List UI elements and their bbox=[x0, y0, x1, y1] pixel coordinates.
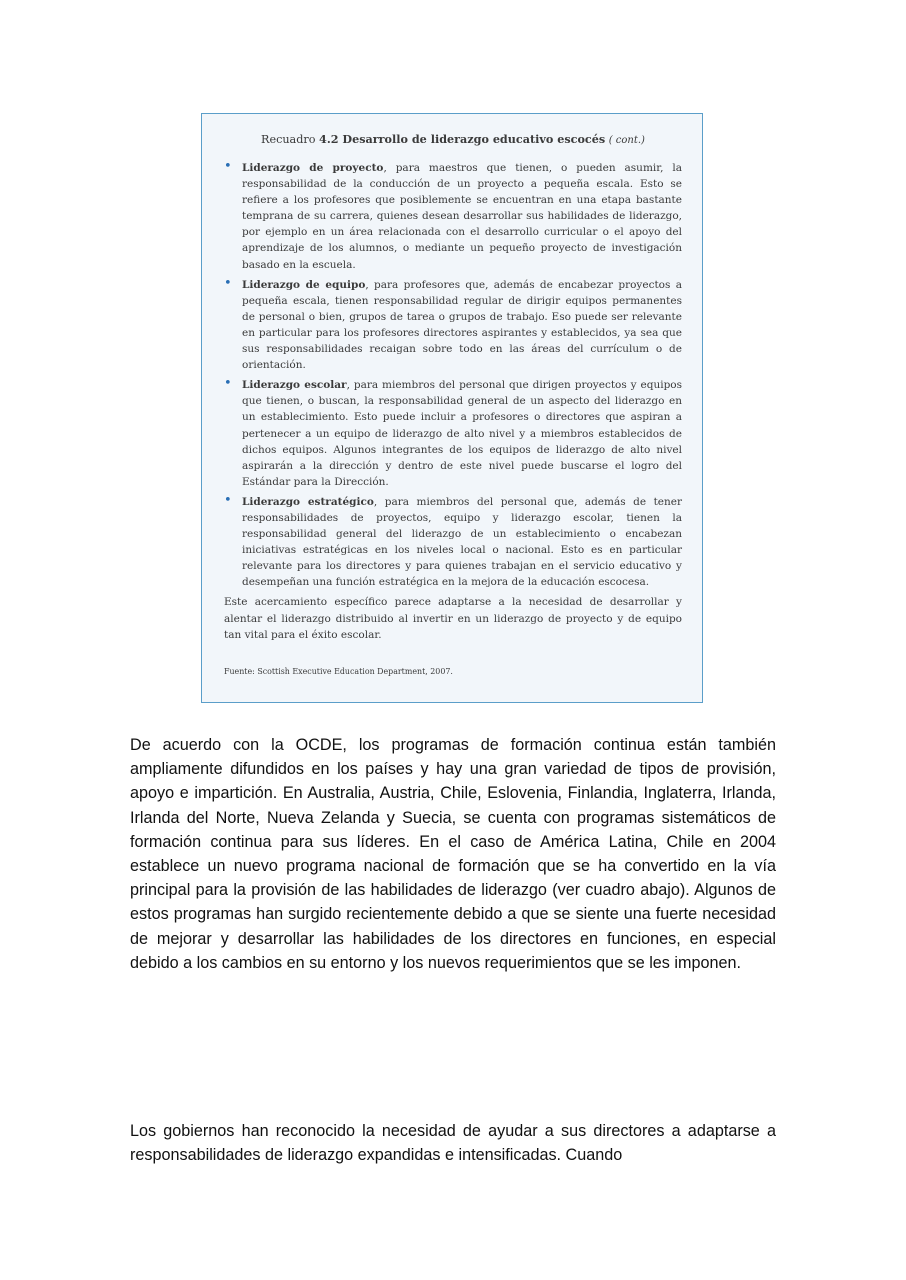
item-keyword: Liderazgo de equipo bbox=[242, 278, 366, 291]
box-title-main: 4.2 Desarrollo de liderazgo educativo escocés bbox=[319, 132, 606, 146]
leadership-box bbox=[201, 113, 703, 703]
list-item bbox=[224, 277, 682, 374]
box-closing-text: Este acercamiento específico parece adaptarse a la necesidad de desarrollar y alentar el liderazgo distribuido al invertir en un liderazgo de proyecto y de equipo tan vital para el éxito escolar. bbox=[224, 596, 682, 641]
body-paragraph-2: Los gobiernos han reconocido la necesidad de ayudar a sus directores a adaptarse a responsabilidades de liderazgo expandidas e intensificadas. Cuando bbox=[130, 1122, 776, 1165]
item-text: , para miembros del personal que, además de tener responsabilidades de proyectos, equipo y liderazgo escolar, tienen la responsabilidad general del liderazgo de un establecimiento o encabezan iniciativas estratégicas en los niveles local o nacional. Esto es en particular relevante para los directores y para quienes trabajan en el servicio educativo y desempeñan una función estratégica en la mejora de la educación escocesa. bbox=[242, 495, 682, 589]
box-source: Fuente: Scottish Executive Education Department, 2007. bbox=[224, 666, 453, 676]
bullet-icon: • bbox=[224, 376, 232, 392]
list-item bbox=[224, 160, 682, 273]
item-text: , para miembros del personal que dirigen proyectos y equipos que tienen, o buscan, la responsabilidad general de un aspecto del liderazgo en un establecimiento. Esto puede incluir a profesores o directores que aspiran a pertenecer a un equipo de liderazgo de alto nivel y a miembros establecidos de dichos equipos. Algunos integrantes de los equipos de liderazgo de alto nivel aspirarán a la dirección y dentro de este nivel puede buscarse el logro del Estándar para la Dirección. bbox=[242, 379, 682, 488]
item-text: , para profesores que, además de encabezar proyectos a pequeña escala, tienen responsabilidad regular de dirigir equipos permanentes de personal o bien, grupos de tarea o grupos de trabajo. Eso puede ser relevante en particular para los profesores directores aspirantes y establecidos, ya sea que sus responsabilidades recaigan sobre todo en las áreas del currículum o de orientación. bbox=[242, 278, 682, 372]
bullet-icon: • bbox=[224, 492, 232, 508]
item-keyword: Liderazgo escolar bbox=[242, 379, 347, 392]
list-item bbox=[224, 494, 682, 591]
body-paragraph-1: De acuerdo con la OCDE, los programas de formación continua están también ampliamente difundidos en los países y hay una gran variedad de tipos de provisión, apoyo e impartición. En Australia, Austria, Chile, Eslovenia, Finlandia, Inglaterra, Irlanda, Irlanda del Norte, Nueva Zelanda y Suecia, se cuenta con programas sistemáticos de formación continua para sus líderes. En el caso de América Latina, Chile en 2004 establece un nuevo programa nacional de formación que se ha convertido en la vía principal para la provisión de las habilidades de liderazgo (ver cuadro abajo). Algunos de estos programas han surgido recientemente debido a que se siente una fuerte necesidad de mejorar y desarrollar las habilidades de los directores en funciones, en especial debido a los cambios en su entorno y los nuevos requerimientos que se les imponen. bbox=[130, 736, 776, 972]
item-keyword: Liderazgo estratégico bbox=[242, 495, 374, 508]
box-title bbox=[224, 132, 682, 146]
leadership-list bbox=[224, 160, 682, 590]
bullet-icon: • bbox=[224, 275, 232, 291]
box-title-prefix: Recuadro bbox=[261, 133, 320, 146]
list-item bbox=[224, 377, 682, 490]
item-text: , para maestros que tienen, o pueden asumir, la responsabilidad de la conducción de un proyecto a pequeña escala. Esto se refiere a los profesores que posiblemente se encuentran en una etapa bastante temprana de su carrera, quienes desean desarrollar sus habilidades de liderazgo, por ejemplo en un área relacionada con el desarrollo curricular o el apoyo del aprendizaje de los alumnos, o mediante un pequeño proyecto de investigación basado en la escuela. bbox=[242, 162, 683, 271]
box-title-cont: ( cont.) bbox=[608, 135, 645, 146]
item-keyword: Liderazgo de proyecto bbox=[242, 162, 384, 174]
bullet-icon: • bbox=[224, 159, 232, 174]
